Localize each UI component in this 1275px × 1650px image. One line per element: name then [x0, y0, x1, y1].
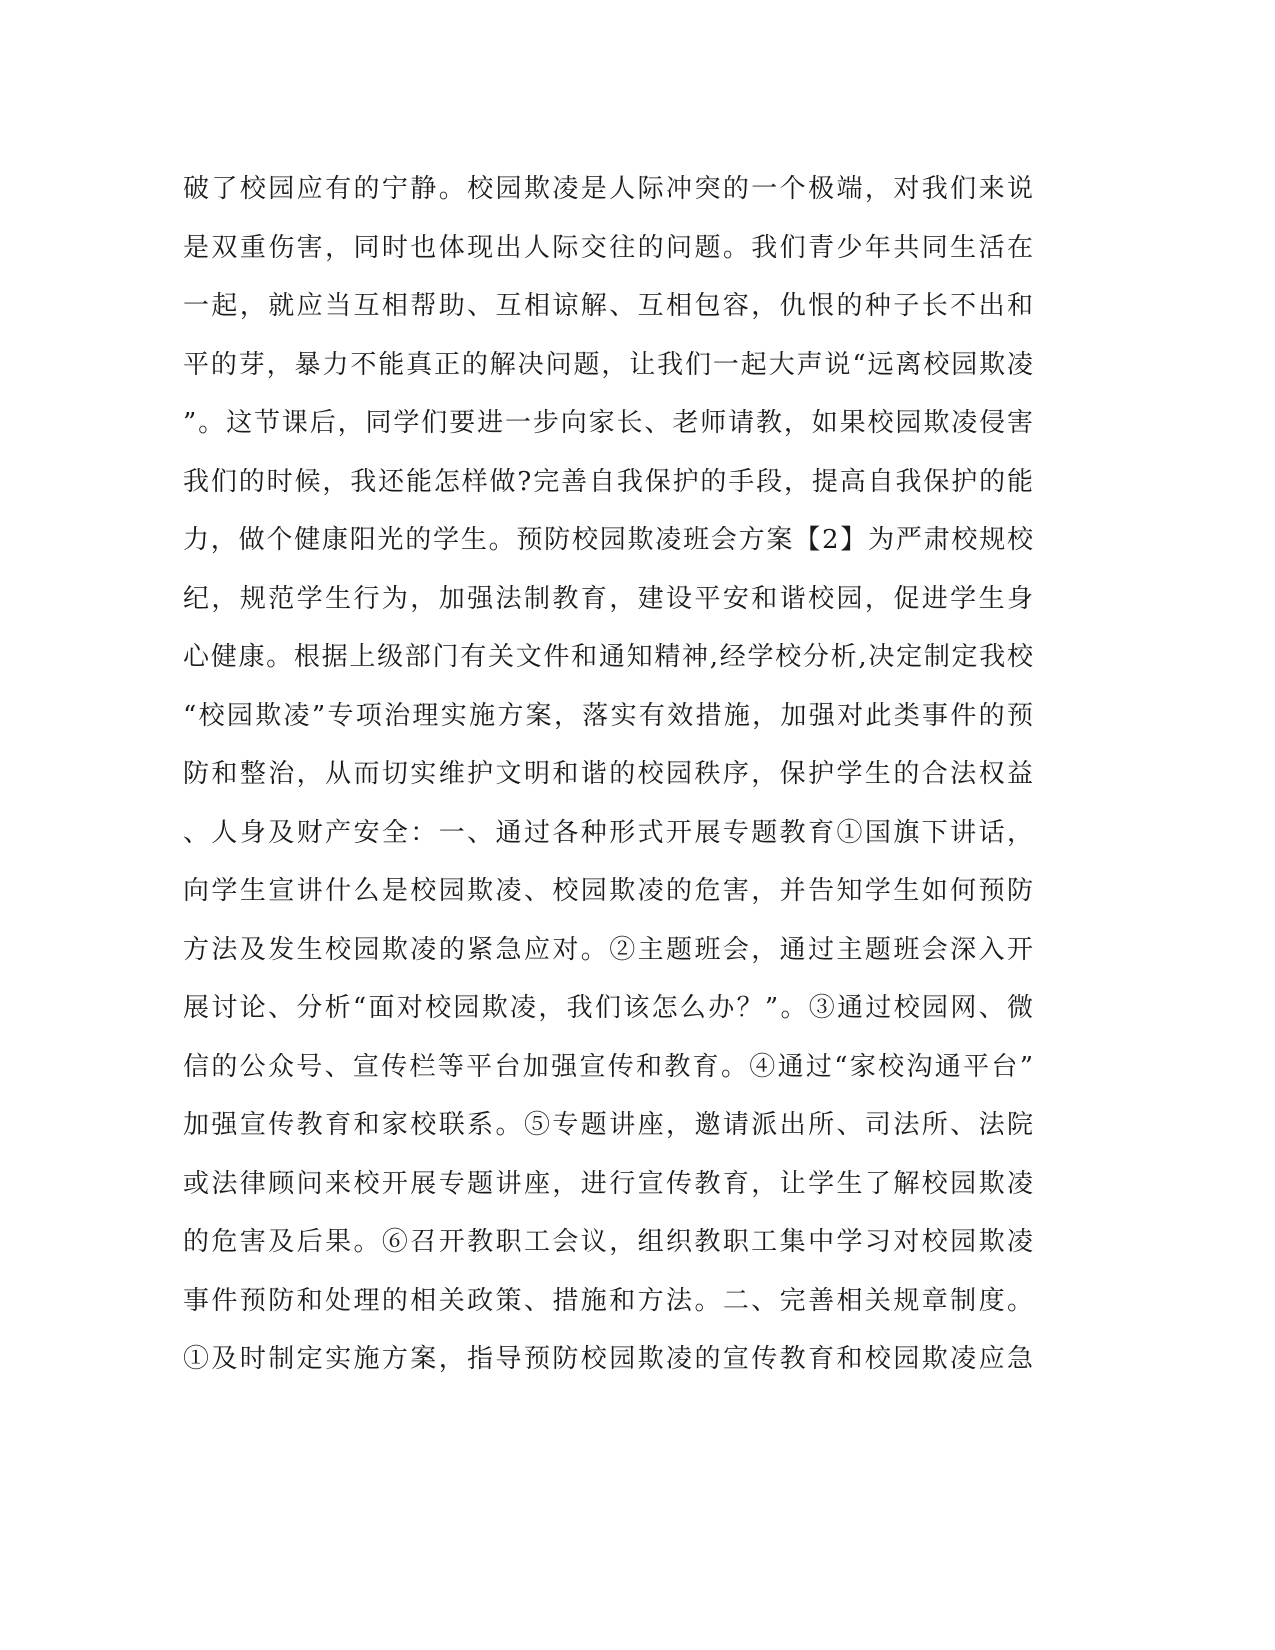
text-line: 平的芽，暴力不能真正的解决问题，让我们一起大声说“远离校园欺凌: [183, 349, 1033, 380]
text-line: 力，做个健康阳光的学生。预防校园欺凌班会方案【2】为严肃校规校: [183, 525, 1033, 555]
text-line: 是双重伤害，同时也体现出人际交往的问题。我们青少年共同生活在: [183, 232, 1033, 263]
text-line: 一起，就应当互相帮助、互相谅解、互相包容，仇恨的种子长不出和: [183, 291, 1033, 321]
text-line: 破了校园应有的宁静。校园欺凌是人际冲突的一个极端，对我们来说: [183, 174, 1033, 204]
text-line: 或法律顾问来校开展专题讲座，进行宣传教育，让学生了解校园欺凌: [183, 1168, 1033, 1199]
text-line: 的危害及后果。⑥召开教职工会议，组织教职工集中学习对校园欺凌: [183, 1227, 1033, 1257]
text-line: ①及时制定实施方案，指导预防校园欺凌的宣传教育和校园欺凌应急: [183, 1344, 1033, 1374]
text-line: 向学生宣讲什么是校园欺凌、校园欺凌的危害，并告知学生如何预防: [183, 876, 1033, 906]
text-line: 事件预防和处理的相关政策、措施和方法。二、完善相关规章制度。: [183, 1285, 1033, 1316]
text-line: 方法及发生校园欺凌的紧急应对。②主题班会，通过主题班会深入开: [183, 934, 1033, 965]
body-text: [183, 160, 1033, 1389]
text-line: ”。这节课后，同学们要进一步向家长、老师请教，如果校园欺凌侵害: [183, 408, 1033, 438]
text-line: “校园欺凌”专项治理实施方案，落实有效措施，加强对此类事件的预: [183, 700, 1033, 731]
text-line: 我们的时候，我还能怎样做?完善自我保护的手段，提高自我保护的能: [183, 466, 1033, 497]
text-line: 展讨论、分析“面对校园欺凌，我们该怎么办？”。③通过校园网、微: [183, 993, 1033, 1023]
text-line: 心健康。根据上级部门有关文件和通知精神,经学校分析,决定制定我校: [183, 642, 1033, 672]
text-line: 纪，规范学生行为，加强法制教育，建设平安和谐校园，促进学生身: [183, 583, 1033, 614]
text-line: 、人身及财产安全：一、通过各种形式开展专题教育①国旗下讲话，: [183, 817, 1033, 848]
text-line: 信的公众号、宣传栏等平台加强宣传和教育。④通过“家校沟通平台”: [183, 1051, 1033, 1082]
text-line: 防和整治，从而切实维护文明和谐的校园秩序，保护学生的合法权益: [183, 759, 1033, 789]
text-line: 加强宣传教育和家校联系。⑤专题讲座，邀请派出所、司法所、法院: [183, 1110, 1033, 1140]
